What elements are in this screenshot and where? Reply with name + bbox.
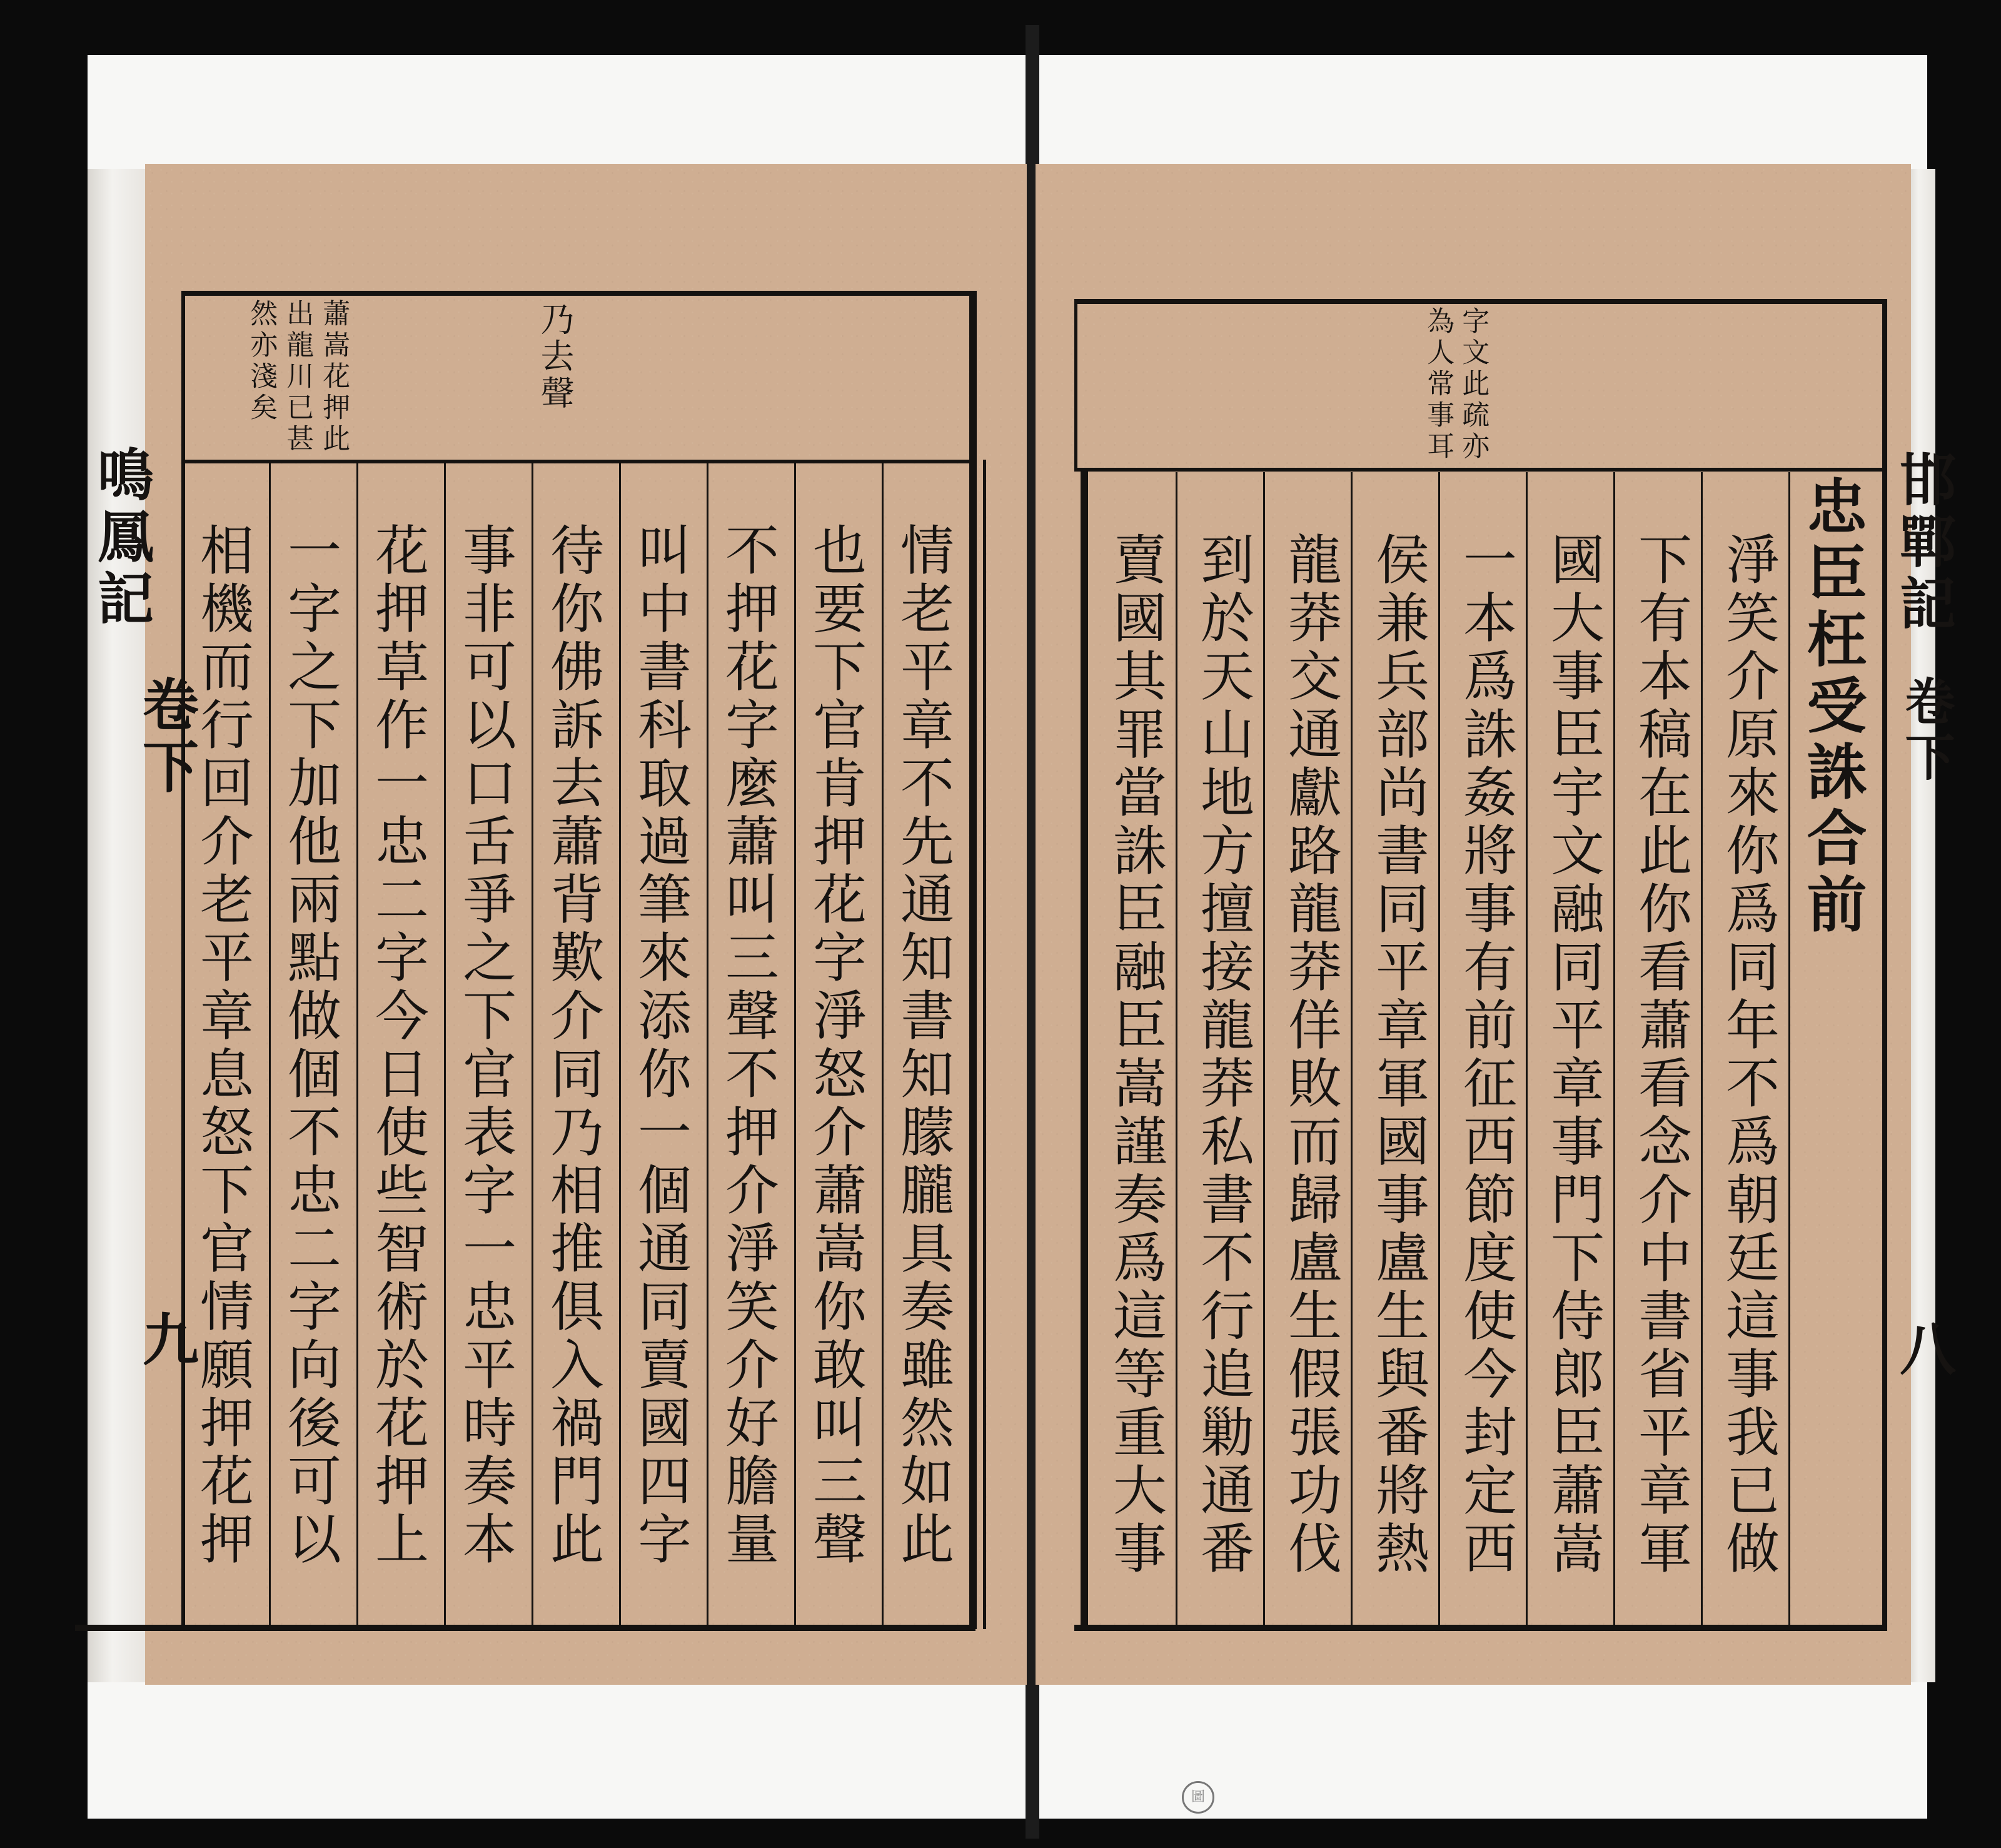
right-col-8: 到於天山地方擅接龍莽私書不行追勦通番 [1191, 532, 1254, 1578]
left-col-1: 情老平章不先通知書知朦朧具奏雖然如此 [891, 522, 954, 1569]
right-margin-folio: 八 [1890, 1320, 1956, 1381]
library-seal: 圖 [1182, 1781, 1214, 1814]
right-margin-volume: 卷下 [1897, 675, 1955, 787]
right-frame-right [1882, 299, 1887, 1631]
left-commentary-2: 出龍川已甚 [281, 299, 314, 455]
left-col-7: 花押草作一忠二字今日使些智術於花押上 [366, 522, 428, 1569]
left-col-2: 也要下官肯押花字淨怒介蕭嵩你敢叫三聲 [804, 522, 866, 1569]
right-col-sep [1701, 472, 1703, 1626]
left-col-9: 相機而行回介老平章息怒下官情願押花押 [191, 522, 253, 1569]
right-col-sep [1613, 472, 1615, 1626]
left-commentary-3: 然亦淺矣 [245, 299, 278, 424]
right-col-sep [1351, 472, 1353, 1626]
right-col-5: 一本爲誅姦將事有前征西節度使今封定西 [1454, 532, 1516, 1578]
right-col-7: 龍莽交通獻路龍莽佯敗而歸盧生假張功伐 [1279, 532, 1341, 1578]
right-frame-left-outer [1074, 299, 1077, 468]
right-col-sep [1788, 472, 1790, 1626]
left-commentary-1: 蕭嵩花押此 [318, 299, 350, 455]
right-col-2: 淨笑介原來你爲同年不爲朝廷這事我已做 [1716, 532, 1779, 1578]
right-col-4: 國大事臣宇文融同平章事門下侍郎臣蕭嵩 [1541, 532, 1604, 1578]
left-col-6: 事非可以口舌爭之下官表字一忠平時奏本 [453, 522, 516, 1569]
right-commentary-1: 字文此疏亦 [1457, 306, 1489, 463]
right-col-6: 侯兼兵部尚書同平章軍國事盧生與番將熱 [1366, 532, 1429, 1578]
right-frame-bottom [1074, 1625, 1887, 1631]
right-margin-title-visible: 邯鄲記 [1890, 450, 1956, 636]
left-margin-volume: 卷下 [133, 675, 199, 799]
right-frame-top [1074, 299, 1887, 304]
right-col-sep [1526, 472, 1528, 1626]
left-col-3: 不押花字麼蕭叫三聲不押介淨笑介好膽量 [716, 522, 779, 1569]
right-col-heading: 忠臣枉受誅合前 [1797, 475, 1868, 939]
left-col-8: 一字之下加他兩點做個不忠二字向後可以 [278, 522, 341, 1569]
right-col-9: 賣國其罪當誅臣融臣嵩謹奏爲這等重大事 [1104, 532, 1166, 1578]
right-col-3: 下有本稿在此你看蕭看念介中書省平章軍 [1629, 532, 1691, 1578]
left-margin-folio: 九 [133, 1310, 199, 1372]
left-header-note: 乃去聲 [535, 301, 575, 412]
left-col-5: 待你佛訴去蕭背歎介同乃相推俱入禍門此 [541, 522, 603, 1569]
left-margin-title: 鳴鳳記 [88, 445, 154, 631]
right-frame-mid [1074, 468, 1887, 472]
right-commentary-2: 為人常事耳 [1422, 306, 1454, 463]
right-col-sep [1176, 472, 1177, 1626]
left-col-4: 叫中書科取過筆來添你一個通同賣國四字 [628, 522, 691, 1569]
right-col-sep [1438, 472, 1440, 1626]
right-col-sep [1263, 472, 1265, 1626]
right-frame-left [1081, 468, 1088, 1630]
